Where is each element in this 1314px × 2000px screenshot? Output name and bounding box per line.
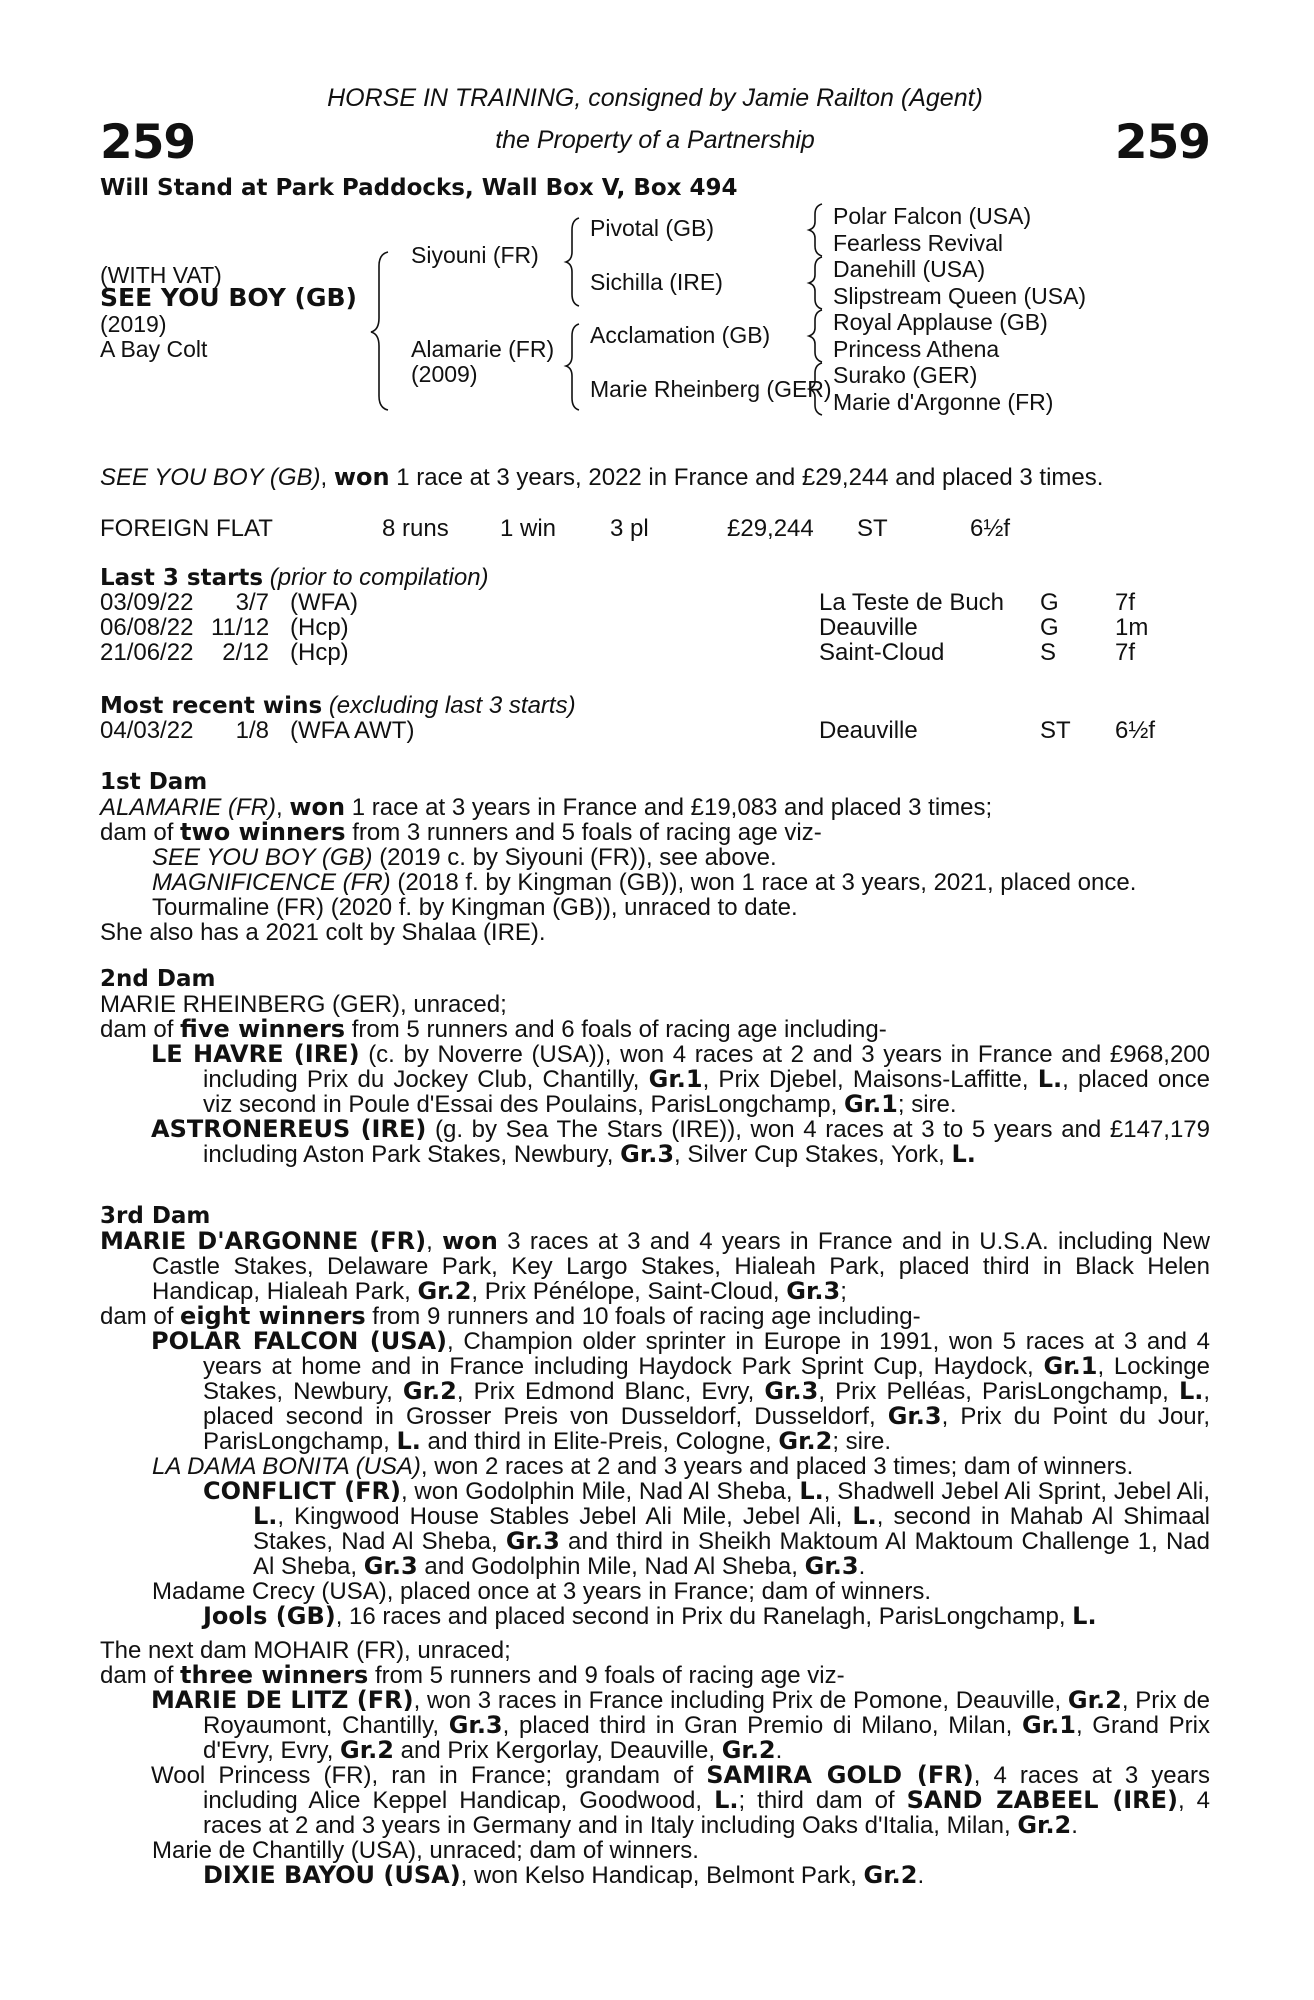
start-course: La Teste de Buch: [819, 589, 1005, 616]
foals-summary: from 9 runners and 10 foals of racing age including-: [372, 1303, 921, 1330]
gen3-ancestor: Danehill (USA): [833, 256, 986, 282]
start-distance: 7f: [1115, 589, 1136, 616]
progeny-entry: MARIE DE LITZ (FR), won 3 races in France including Prix de Pomone, Deauville, Gr.2, Prix de Royaumont, Chantilly, Gr.3, placed third in Gran Premio di Milano, Milan, Gr.1, Grand Prix d'Evry, Evry, Gr.2 and Prix Kergorlay, Deauville, Gr.2.: [151, 1686, 1211, 1764]
foals-summary: from 5 runners and 9 foals of racing age viz-: [375, 1662, 845, 1689]
progeny-record: (2019 c. by Siyouni (FR)), see above.: [379, 844, 777, 871]
progeny-name: SAND ZABEEL (IRE): [906, 1786, 1178, 1814]
grandsire-maternal: Acclamation (GB): [590, 322, 771, 348]
dam-of-label: dam of: [100, 1016, 174, 1043]
summary-record: 1 race at 3 years, 2022 in France and £29,244 and placed 3 times.: [396, 464, 1104, 491]
dam-of-label: dam of: [100, 819, 174, 846]
grandprogeny-entry: CONFLICT (FR), won Godolphin Mile, Nad Al Sheba, L., Shadwell Jebel Ali Sprint, Jebel Ali, L., Kingwood House Stables Jebel Ali Mile, Jebel Ali, L., second in Mahab Al Shimaal Stakes, Nad Al Sheba, Gr.3 and third in Sheikh Maktoum Al Maktoum Challenge 1, Nad Al Sheba, Gr.3 and Godolphin Mile, Nad Al Sheba, Gr.3.: [203, 1477, 1211, 1580]
last-3-starts: [100, 565, 1210, 665]
win-row: [100, 718, 1210, 743]
progeny-entry: Wool Princess (FR), ran in France; grandam of SAMIRA GOLD (FR), 4 races at 3 years including Alice Keppel Handicap, Goodwood, L.; third dam of SAND ZABEEL (IRE), 4 races at 2 and 3 years in Germany and in Italy including Oaks d'Italia, Milan, Gr.2.: [151, 1761, 1211, 1839]
dam-name: The next dam MOHAIR (FR), unraced;: [100, 1637, 511, 1664]
most-recent-wins: [100, 693, 1210, 743]
granddam-maternal: Marie Rheinberg (GER): [590, 376, 832, 402]
flat-distance: 6½f: [970, 515, 1011, 542]
section-title: 1st Dam: [100, 769, 208, 795]
start-position: 3/7: [235, 589, 269, 616]
dam-record: MARIE D'ARGONNE (FR), won 3 races at 3 and 4 years in France and in U.S.A. including New Castle Stakes, Delaware Park, Key Largo Stakes, Hialeah Park, placed third in Black Helen Handicap, Hialeah Park, Gr.2, Prix Pénélope, Saint-Cloud, Gr.3;: [100, 1227, 1211, 1305]
horse-description: A Bay Colt: [100, 336, 208, 362]
start-row: [100, 615, 1210, 640]
progeny-name: SEE YOU BOY (GB): [152, 844, 373, 871]
progeny-entry: POLAR FALCON (USA), Champion older sprinter in Europe in 1991, won 5 races at 3 and 4 years at home and in France including Haydock Park Sprint Cup, Haydock, Gr.1, Lockinge Stakes, Newbury, Gr.2, Prix Edmond Blanc, Evry, Gr.3, Prix Pelléas, ParisLongchamp, L., placed second in Grosser Preis von Dusseldorf, Dusseldorf, Gr.3, Prix du Point du Jour, ParisLongchamp, L. and third in Elite-Preis, Cologne, Gr.2; sire.: [151, 1327, 1211, 1455]
win-position: 1/8: [235, 717, 269, 744]
start-distance: 1m: [1115, 614, 1149, 641]
start-course: Saint-Cloud: [819, 639, 945, 666]
recent-title: Most recent wins: [100, 693, 323, 719]
win-distance: 6½f: [1115, 717, 1156, 744]
dam-name: MARIE D'ARGONNE (FR): [100, 1227, 427, 1255]
start-type: (Hcp): [290, 639, 349, 666]
grandsire-paternal: Pivotal (GB): [590, 215, 714, 241]
progeny-name: CONFLICT (FR): [203, 1477, 401, 1505]
flat-placings: 3 pl: [610, 515, 649, 542]
progeny-entry: Madame Crecy (USA), placed once at 3 years in France; dam of winners.: [152, 1578, 931, 1605]
progeny-name: Jools (GB): [203, 1602, 336, 1630]
foaling-year: (2019): [100, 311, 167, 337]
start-course: Deauville: [819, 614, 918, 641]
start-type: (Hcp): [290, 614, 349, 641]
third-dam-section: [100, 1204, 1210, 1629]
vat-label: (WITH VAT): [100, 262, 222, 288]
progeny-name: DIXIE BAYOU (USA): [203, 1861, 461, 1889]
property-line: the Property of a Partnership: [495, 126, 815, 154]
summary-horse-name: SEE YOU BOY (GB): [100, 464, 321, 491]
last3-note: (prior to compilation): [269, 564, 489, 591]
win-date: 04/03/22: [100, 717, 194, 744]
progeny-name: LE HAVRE (IRE): [151, 1040, 360, 1068]
progeny-name: POLAR FALCON (USA): [151, 1327, 448, 1355]
gen3-ancestor: Slipstream Queen (USA): [833, 283, 1087, 309]
grandprogeny-entry: Jools (GB), 16 races and placed second in Prix du Ranelagh, ParisLongchamp, L.: [203, 1602, 1097, 1630]
recent-note: (excluding last 3 starts): [328, 692, 576, 719]
start-type: (WFA): [290, 589, 358, 616]
section-title: 3rd Dam: [100, 1203, 211, 1229]
start-date: 03/09/22: [100, 589, 194, 616]
progeny-record: (2018 f. by Kingman (GB)), won 1 race at 3 years, 2021, placed once.: [397, 869, 1137, 896]
flat-earnings: £29,244: [727, 515, 814, 542]
progeny-name: ASTRONEREUS (IRE): [151, 1115, 427, 1143]
grandprogeny-entry: DIXIE BAYOU (USA), won Kelso Handicap, Belmont Park, Gr.2.: [203, 1861, 925, 1889]
start-position: 2/12: [222, 639, 269, 666]
start-date: 06/08/22: [100, 614, 194, 641]
flat-category: FOREIGN FLAT: [100, 515, 273, 542]
gen3-ancestor: Polar Falcon (USA): [833, 203, 1032, 229]
dam-year: (2009): [411, 361, 478, 387]
win-type: (WFA AWT): [290, 717, 415, 744]
dam-note: She also has a 2021 colt by Shalaa (IRE).: [100, 919, 546, 946]
next-dam-section: [100, 1638, 1210, 1888]
progeny-entry: ASTRONEREUS (IRE) (g. by Sea The Stars (IRE)), won 4 races at 3 to 5 years and £147,179 including Aston Park Stakes, Newbury, Gr.3, Silver Cup Stakes, York, L.: [151, 1115, 1210, 1168]
summary-won: won: [333, 463, 390, 491]
dam-record: 1 race at 3 years in France and £19,083 and placed 3 times;: [351, 794, 993, 821]
progeny-entry: LA DAMA BONITA (USA), won 2 races at 2 and 3 years and placed 3 times; dam of winners.: [152, 1453, 1134, 1480]
winners-count: five winners: [180, 1015, 346, 1043]
progeny-name: MAGNIFICENCE (FR): [152, 869, 391, 896]
start-going: G: [1040, 614, 1059, 641]
progeny-name: MARIE DE LITZ (FR): [151, 1686, 414, 1714]
gen3-ancestor: Royal Applause (GB): [833, 309, 1048, 335]
progeny-entry: Marie de Chantilly (USA), unraced; dam of winners.: [152, 1837, 699, 1864]
dam-name: ALAMARIE (FR): [100, 794, 277, 821]
consignor-line: HORSE IN TRAINING, consigned by Jamie Railton (Agent): [327, 84, 983, 112]
start-going: S: [1040, 639, 1057, 666]
foals-summary: from 5 runners and 6 foals of racing age including-: [351, 1016, 887, 1043]
winners-count: eight winners: [180, 1302, 366, 1330]
dam-name: MARIE RHEINBERG (GER), unraced;: [100, 991, 507, 1018]
win-course: Deauville: [819, 717, 918, 744]
dam-of-label: dam of: [100, 1303, 174, 1330]
winners-count: two winners: [180, 818, 346, 846]
progeny-entry: LE HAVRE (IRE) (c. by Noverre (USA)), won 4 races at 2 and 3 years in France and £968,200 including Prix du Jockey Club, Chantilly, Gr.1, Prix Djebel, Maisons-Laffitte, L., placed once viz second in Poule d'Essai des Poulains, ParisLongchamp, Gr.1; sire.: [151, 1040, 1211, 1118]
start-going: G: [1040, 589, 1059, 616]
gen3-ancestor: Surako (GER): [833, 362, 978, 388]
flat-runs: 8 runs: [382, 515, 449, 542]
start-date: 21/06/22: [100, 639, 194, 666]
first-dam-section: 1st Dam ALAMARIE (FR), won 1 race at 3 years in France and £19,083 and placed 3 times; dam of two winners from 3 runners and 5 foals of racing age viz- SEE YOU BOY (GB) (2019 c. by Siyouni (FR)), see above. MAGNIFICENCE (FR) (2018 f. by Kingman (GB)), won 1 race at 3 years, 2021, placed once. Tourmaline (FR) (2020 f. by Kingman (GB)), unraced to date. She also has a 2021 colt by Shalaa (IRE).: [100, 770, 1210, 945]
win-going: ST: [1040, 717, 1071, 744]
dam-of-label: dam of: [100, 1662, 174, 1689]
flat-going: ST: [857, 515, 888, 542]
gen3-ancestor: Marie d'Argonne (FR): [833, 389, 1054, 415]
sire-name: Siyouni (FR): [411, 242, 539, 268]
gen3-ancestor: Princess Athena: [833, 336, 1000, 362]
start-distance: 7f: [1115, 639, 1136, 666]
start-row: [100, 640, 1210, 665]
dam-name: Alamarie (FR): [411, 336, 555, 362]
granddam-paternal: Sichilla (IRE): [590, 269, 723, 295]
start-row: [100, 590, 1210, 615]
second-dam-section: [100, 967, 1210, 1167]
section-title: 2nd Dam: [100, 966, 216, 992]
last3-title: Last 3 starts: [100, 565, 264, 591]
foals-summary: from 3 runners and 5 foals of racing age viz-: [352, 819, 822, 846]
catalogue-page: [100, 0, 1210, 2000]
horse-name: SEE YOU BOY (GB): [100, 283, 357, 312]
lot-number-left: 259: [100, 115, 196, 170]
progeny-name: SAMIRA GOLD (FR): [706, 1761, 974, 1789]
start-position: 11/12: [211, 614, 270, 641]
flat-wins: 1 win: [500, 515, 557, 542]
gen3-ancestor: Fearless Revival: [833, 230, 1003, 256]
lot-number-right: 259: [1114, 115, 1210, 170]
winners-count: three winners: [180, 1661, 369, 1689]
progeny-entry: Tourmaline (FR) (2020 f. by Kingman (GB)), unraced to date.: [152, 894, 798, 921]
won-label: won: [289, 793, 346, 821]
pedigree-table: [100, 200, 1210, 420]
progeny-name: LA DAMA BONITA (USA): [152, 1453, 421, 1480]
race-summary: SEE YOU BOY (GB), won 1 race at 3 years, 2022 in France and £29,244 and placed 3 times.: [100, 463, 1104, 491]
stand-location: Will Stand at Park Paddocks, Wall Box V, Box 494: [100, 175, 738, 201]
